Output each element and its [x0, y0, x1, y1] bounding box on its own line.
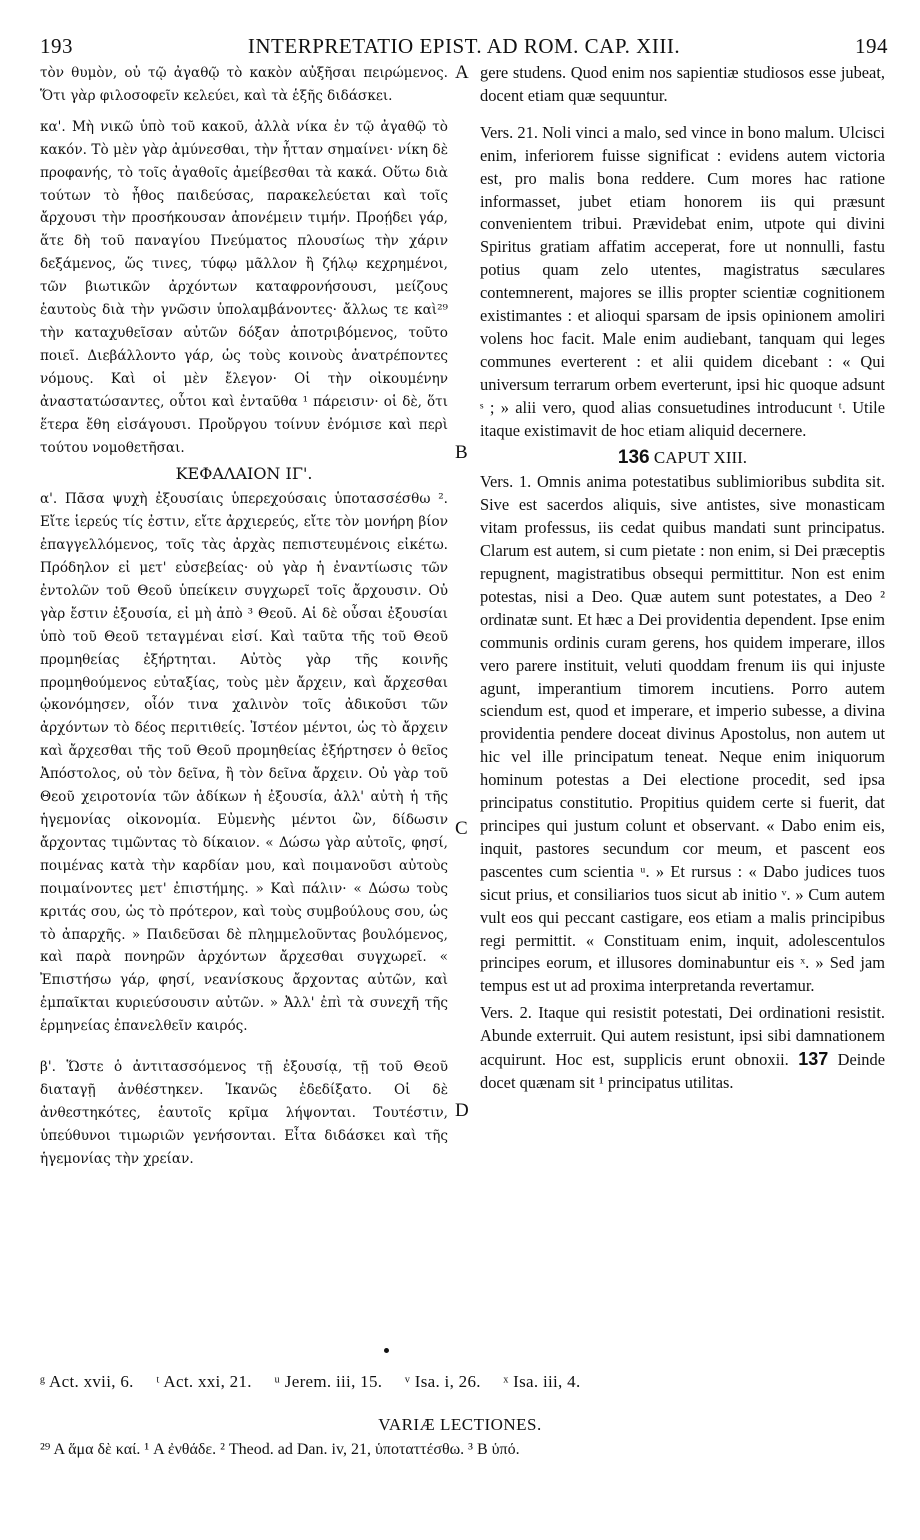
footnote: ᵛ Isa. i, 26. [404, 1372, 481, 1391]
latin-chapter-heading [480, 447, 885, 470]
margin-marker: A [455, 62, 469, 83]
latin-text: Deinde docet quænam sit ¹ principatus utilitas. [480, 1050, 885, 1092]
page-number-left: 193 [40, 34, 73, 58]
ornament-dot [384, 1348, 389, 1353]
latin-paragraph: Vers. 1. Omnis anima potestatibus sublimioribus subdita sit. Sive est sacerdos aliquis, sive antistes, sive monasticam vitam professus, iis cedat quibus mandati sunt principatus. Clarum est autem, si cum pietate : non enim, si Dei præceptis repugnent, magistratibus obsequi permittitur. Non est enim potestas, nisi a Deo. Quæ autem sunt potestates, a Deo ² ordinatæ sunt. Et hæc a Dei providentia dependent. Ipse enim communis ordinis curam gerens, hos quidem imperare, illos vero parere instituit, veluti quoddam frenum iis qui injuste agunt, imperantium timorem incutiens. Porro autem sciendum est, quod et imperare, et imperio subesse, a divina providentia pendere doceat divinus Apostolus, non autem ut hic vel ille principatum teneat. Neque enim iniquorum hominum potestas a Dei electione procedit, sed ipsa principatus constitutio. Propitius quidem certe si fuerit, dat principes qui justum colunt et observant. « Dabo enim eis, inquit, pastores secundum cor meum, et pascent eos pascentes cum scientia ᵘ. » Et rursus : « Dabo judices tuos sicut prius, et consiliarios tuos sicut ab initio ᵛ. » Cum autem vult eos qui peccant castigare, eos etiam a malis principibus regi permittit. « Constituam enim, inquit, adolescentulos principes eorum, et illusores dominabuntur eis ˣ. » Sed jam tempus est ut ad proxima interpretanda revertamur. [480, 472, 885, 996]
latin-paragraph: gere studens. Quod enim nos sapientiæ studiosos esse jubeat, docent etiam quæ sequuntur. [480, 63, 885, 105]
footnote: ˣ Isa. iii, 4. [503, 1372, 581, 1391]
variae-lectiones-title: VARIÆ LECTIONES. [378, 1415, 542, 1434]
greek-chapter-heading: ΚΕΦΑΛΑΙΟΝ ΙΓ'. [175, 464, 313, 484]
margin-marker: B [455, 442, 468, 463]
latin-paragraph: Vers. 21. Noli vinci a malo, sed vince in bono malum. Ulcisci enim, inferiorem fuisse significat : evidens autem victoria est, pro malis bona reddere. Cum mores hac ratione informasset, jubet etiam honorem iis qui præsunt convenientem tribui. Prævidebat enim, utpote qui divini Spiritus gratiam affatim acceperat, fore ut nonnulli, fastu potius quam zelo utentes, magistratus sæculares contemnerent, majores se illis propter scientiæ cognitionem existimantes : et alioqui sparsam de ipsis opinionem amoliri volens hoc facit. Male enim audiebant, tanquam qui leges communes everterent : et alii quidem dicebant : « Qui universum terrarum orbem everterunt, ipsi hic quoque adsunt ˢ ; » alii vero, quod alias consuetudines introducunt ᵗ. Utile itaque existimavit de hoc etiam aliquid decernere. [480, 122, 885, 440]
margin-marker: C [455, 818, 468, 839]
column-number: 136 [617, 446, 650, 468]
latin-text: Vers. 2. Itaque qui resistit potestati, Dei ordinationi resistit. Abunde exterruit. Qui autem resistunt, ipsi sibi damnationem acquirunt. Hoc est, supplicis erunt obnoxii. [480, 1003, 885, 1070]
greek-column [40, 62, 448, 1171]
latin-chapter-title: CAPUT XIII. [653, 447, 748, 467]
latin-paragraph [480, 1002, 885, 1095]
margin-marker: D [455, 1100, 469, 1121]
greek-paragraph: α'. Πᾶσα ψυχὴ ἐξουσίαις ὑπερεχούσαις ὑποτασσέσθω ². Εἴτε ἱερεύς τίς ἐστιν, εἴτε ἀρχιερεύς, εἴτε τὸν μονήρη βίον ἐπαγγελλόμενος, τοῖς τὰς ἀρχὰς πεπιστευμένοις εἰκέτω. Πρόδηλον εἰ μετ' εὐσεβείας· οὐ γὰρ ἡ ἐναντίωσις τῶν ἐντολῶν τοῦ Θεοῦ ὑπείκειν συγχωρεῖ τοῖς ἄρχουσιν. Οὐ γὰρ ἔστιν ἐξουσία, εἰ μὴ ἀπὸ ³ Θεοῦ. Αἱ δὲ οὖσαι ἐξουσίαι ὑπὸ τοῦ Θεοῦ τεταγμέναι εἰσί. Καὶ ταῦτα τῆς τοῦ Θεοῦ προμηθείας ἐξήρτηται. Αὐτὸς γὰρ τῆς κοινῆς προμηθούμενος εὐταξίας, τοὺς μὲν ἄρχειν, καὶ ἄρχεσθαι ᾠκονόμησεν, οἷόν τινα χαλινὸν τοῖς ἀδικοῦσι τῶν ἀρχόντων τὸ δέος περιτιθείς. Ἰστέον μέντοι, ὡς τὸ ἄρχειν καὶ ἄρχεσθαι τῆς τοῦ Θεοῦ προμηθείας ἐξήρτησεν ὁ θεῖος Ἀπόστολος, οὐ τὸν δεῖνα, ἢ τὸν δεῖνα ἄρχειν. Οὐ γὰρ τοῦ Θεοῦ χειροτονία τῶν ἀδίκων ἡ ἐξουσία, ἀλλ' αὐτὴ ἡ τῆς ἡγεμονίας οἰκονομία. Εὐμενὴς μέντοι ὢν, δίδωσιν ἄρχοντας τιμῶντας τὸ δίκαιον. « Δώσω γὰρ αὐτοῖς, φησί, ποιμένας κατὰ τὴν καρδίαν μου, καὶ ποιμανοῦσι αὐτοὺς ποιμαίνοντες μετ' ἐπιστήμης. » Καὶ πάλιν· « Δώσω τοὺς κριτάς σου, ὡς τὸ πρότερον, καὶ τοὺς συμβούλους σου, ὡς τὸ ἀπαρχῆς. » Παιδεῦσαι δὲ πλημμελοῦντας βουλόμενος, καὶ παρὰ πονηρῶν ἀρχόντων ἄρχεσθαι συγχωρεῖ. « Ἐπιστήσω γάρ, φησί, νεανίσκους ἄρχοντας αὐτῶν, καὶ ἐμπαῖκται κυριεύσουσιν αὐτῶν. » Ἀλλ' ἐπὶ τὰ συνεχῆ τῆς ἑρμηνείας ἐπανελθεῖν καιρός. [40, 491, 448, 1035]
running-title: INTERPRETATIO EPIST. AD ROM. CAP. XIII. [247, 34, 681, 58]
latin-column [480, 62, 885, 1095]
variae-lectiones: ²⁹ A ἅμα δὲ καί. ¹ A ἐνθάδε. ² Theod. ad Dan. iv, 21, ὑποταττέσθω. ³ B ὑπό. [40, 1441, 520, 1458]
greek-paragraph: κα'. Μὴ νικῶ ὑπὸ τοῦ κακοῦ, ἀλλὰ νίκα ἐν τῷ ἀγαθῷ τὸ κακόν. Τὸ μὲν γὰρ ἀμύνεσθαι, τὴν ἧτταν σημαίνει· νίκη δὲ προφανής, τὸ τοῖς ἀγαθοῖς ἀμείβεσθαι τὰ κακά. Οὕτω διὰ τούτων τὸ ἦθος παιδεύσας, παρακελεύεται καὶ τοῖς ἄρχουσι τὴν προσήκουσαν ἀπονέμειν τιμήν. Προῄδει γάρ, ἅτε δὴ τοῦ παναγίου Πνεύματος πλουσίως τὴν χάριν δεξάμενος, ὥς τινες, τύφῳ μᾶλλον ἢ ζήλῳ κεχρημένοι, τῶν βιωτικῶν ἀρχόντων καταφρονήσουσι, μείζους ἑαυτοὺς διὰ τὴν γνῶσιν ὑπολαμβάνοντες· ἄλλως τε καὶ²⁹ τὴν καταχυθεῖσαν αὐτῶν δόξαν ἀποτριβόμενος, τοῦτο ποιεῖ. Διεβάλλοντο γάρ, ὡς τοὺς κοινοὺς ἀνατρέποντες νόμους. Καὶ οἱ μὲν ἔλεγον· Οἱ τὴν οἰκουμένην ἀναστατώσαντες, οὗτοι καὶ ἐνταῦθα ¹ πάρεισιν· οἱ δὲ, ὅτι ἕτερα ἔθη εἰσάγουσι. Προὔργου τοίνυν ἐνόμισε καὶ περὶ τούτου νομοθετῆσαι. [40, 118, 448, 456]
footnote: ᵘ Jerem. iii, 15. [274, 1372, 383, 1391]
greek-paragraph: β'. Ὥστε ὁ ἀντιτασσόμενος τῇ ἐξουσίᾳ, τῇ τοῦ Θεοῦ διαταγῇ ἀνθέστηκεν. Ἱκανῶς ἐδεδίξατο. Οἱ δὲ ἀνθεστηκότες, ἑαυτοῖς κρῖμα λήψονται. Τουτέστιν, ὑπεύθυνοι τιμωριῶν γενήσονται. Εἶτα διδάσκει καὶ τῆς ἡγεμονίας τὴν χρείαν. [40, 1059, 448, 1167]
page-number-right: 194 [854, 34, 888, 58]
footnote: ᵗ Act. xxi, 21. [156, 1372, 252, 1391]
footnote: ᵍ Act. xvii, 6. [40, 1372, 134, 1391]
column-number: 137 [798, 1049, 829, 1070]
page-header [40, 34, 888, 60]
scripture-footnotes [40, 1372, 888, 1392]
greek-paragraph: τὸν θυμὸν, οὐ τῷ ἀγαθῷ τὸ κακὸν αὐξῆσαι πειρώμενος. Ὅτι γὰρ φιλοσοφεῖν κελεύει, καὶ τὰ ἑξῆς διδάσκει. [40, 65, 448, 104]
